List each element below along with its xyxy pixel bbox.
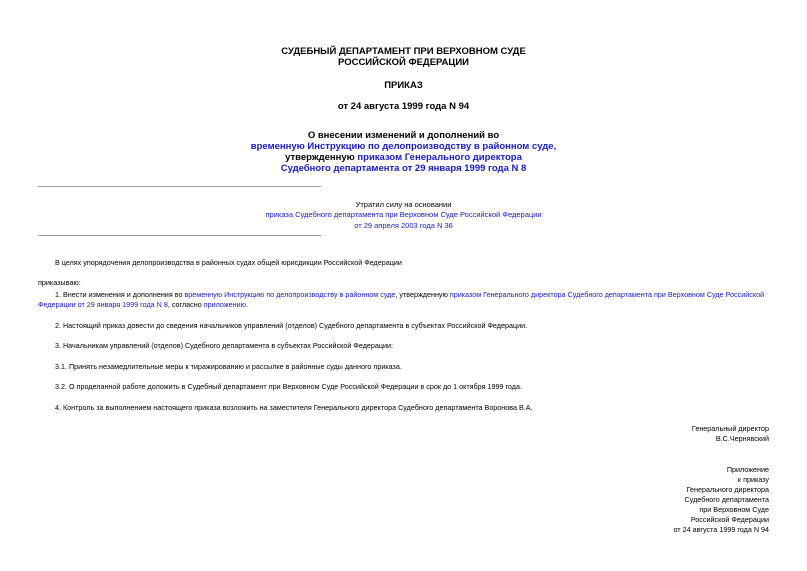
title-line-2 xyxy=(0,141,807,152)
director-order-link[interactable]: приказом Генерального директора xyxy=(357,152,522,163)
signature-name: В.С.Чернявский xyxy=(715,434,769,443)
p1-director-order-link[interactable]: приказом Генерального директора Судебного департамента при Верховном Суде Российской xyxy=(449,290,765,299)
title-line-1: О внесении изменений и дополнений во xyxy=(307,130,500,141)
appendix-line-1: Приложение xyxy=(726,465,769,474)
p1-text-a: 1. Внести изменения и дополнения во xyxy=(55,290,185,299)
appendix-line-2: к приказу xyxy=(737,475,769,484)
paragraph-3: 3. Начальникам управлений (отделов) Судебного департамента в субъектах Российской Федерации: xyxy=(55,341,394,350)
repeal-date-link[interactable]: от 29 апреля 2003 года N 36 xyxy=(354,221,453,230)
intro-paragraph: В целях упорядочения делопроизводства в районных судах общей юрисдикции Российской Федерации xyxy=(55,258,402,267)
header-line-2: РОССИЙСКОЙ ФЕДЕРАЦИИ xyxy=(337,57,469,68)
appendix-line-5: при Верховном Суде xyxy=(699,505,769,514)
rule-top xyxy=(38,186,321,187)
p1-federation-link[interactable]: Федерации от 29 января 1999 года N 8 xyxy=(38,300,168,309)
appendix-line-6: Российской Федерации xyxy=(690,515,769,524)
paragraph-4: 4. Контроль за выполнением настоящего приказа возложить на заместителя Генерального директора Судебного департамента Воронова В.А. xyxy=(55,403,533,412)
note-line-3 xyxy=(0,220,807,231)
paragraph-1-line-2 xyxy=(38,300,248,310)
rule-bottom xyxy=(38,235,321,236)
order-date: от 24 августа 1999 года N 94 xyxy=(337,101,470,112)
note-line-1: Утратил силу на основании xyxy=(355,200,452,209)
appendix-block xyxy=(673,465,769,535)
p1-instruction-link[interactable]: временную Инструкцию по делопроизводству в районном суде xyxy=(184,290,396,299)
order-heading: ПРИКАЗ xyxy=(384,80,423,91)
signature-block xyxy=(692,424,769,444)
title-line-3 xyxy=(0,152,807,163)
p1-text-d: . xyxy=(246,300,248,309)
appendix-line-3: Генерального директора xyxy=(686,485,769,494)
appendix-line-4: Судебного департамента xyxy=(684,495,769,504)
order-word: приказываю: xyxy=(38,278,81,287)
repeal-order-link[interactable]: приказа Судебного департамента при Верховном Суде Российской Федерации xyxy=(265,210,542,219)
appendix-link[interactable]: приложению xyxy=(203,300,246,309)
p1-text-c: , согласно xyxy=(167,300,204,309)
paragraph-3-1: 3.1. Принять незамедлительные меры к тиражированию и рассылке в районные суды данного приказа. xyxy=(55,362,402,371)
instruction-link[interactable]: временную Инструкцию по делопроизводству в районном суде, xyxy=(250,141,557,152)
signature-role: Генеральный директор xyxy=(691,424,769,433)
title-line-3-text: утвержденную xyxy=(285,152,358,163)
paragraph-3-2: 3.2. О проделанной работе доложить в Судебный департамент при Верховном Суде Российской Федерации в срок до 1 октября 1999 года. xyxy=(55,382,522,391)
paragraph-2: 2. Настоящий приказ довести до сведения начальников управлений (отделов) Судебного департамента в субъектах Российской Федерации. xyxy=(55,321,528,330)
note-line-2 xyxy=(0,209,807,220)
department-order-link[interactable]: Судебного департамента от 29 января 1999 года N 8 xyxy=(280,163,527,174)
appendix-line-7: от 24 августа 1999 года N 94 xyxy=(673,525,769,534)
title-line-4 xyxy=(0,163,807,174)
paragraph-1-line-1 xyxy=(55,290,764,300)
header-line-1: СУДЕБНЫЙ ДЕПАРТАМЕНТ ПРИ ВЕРХОВНОМ СУДЕ xyxy=(281,46,526,57)
p1-text-b: , утвержденную xyxy=(395,290,450,299)
